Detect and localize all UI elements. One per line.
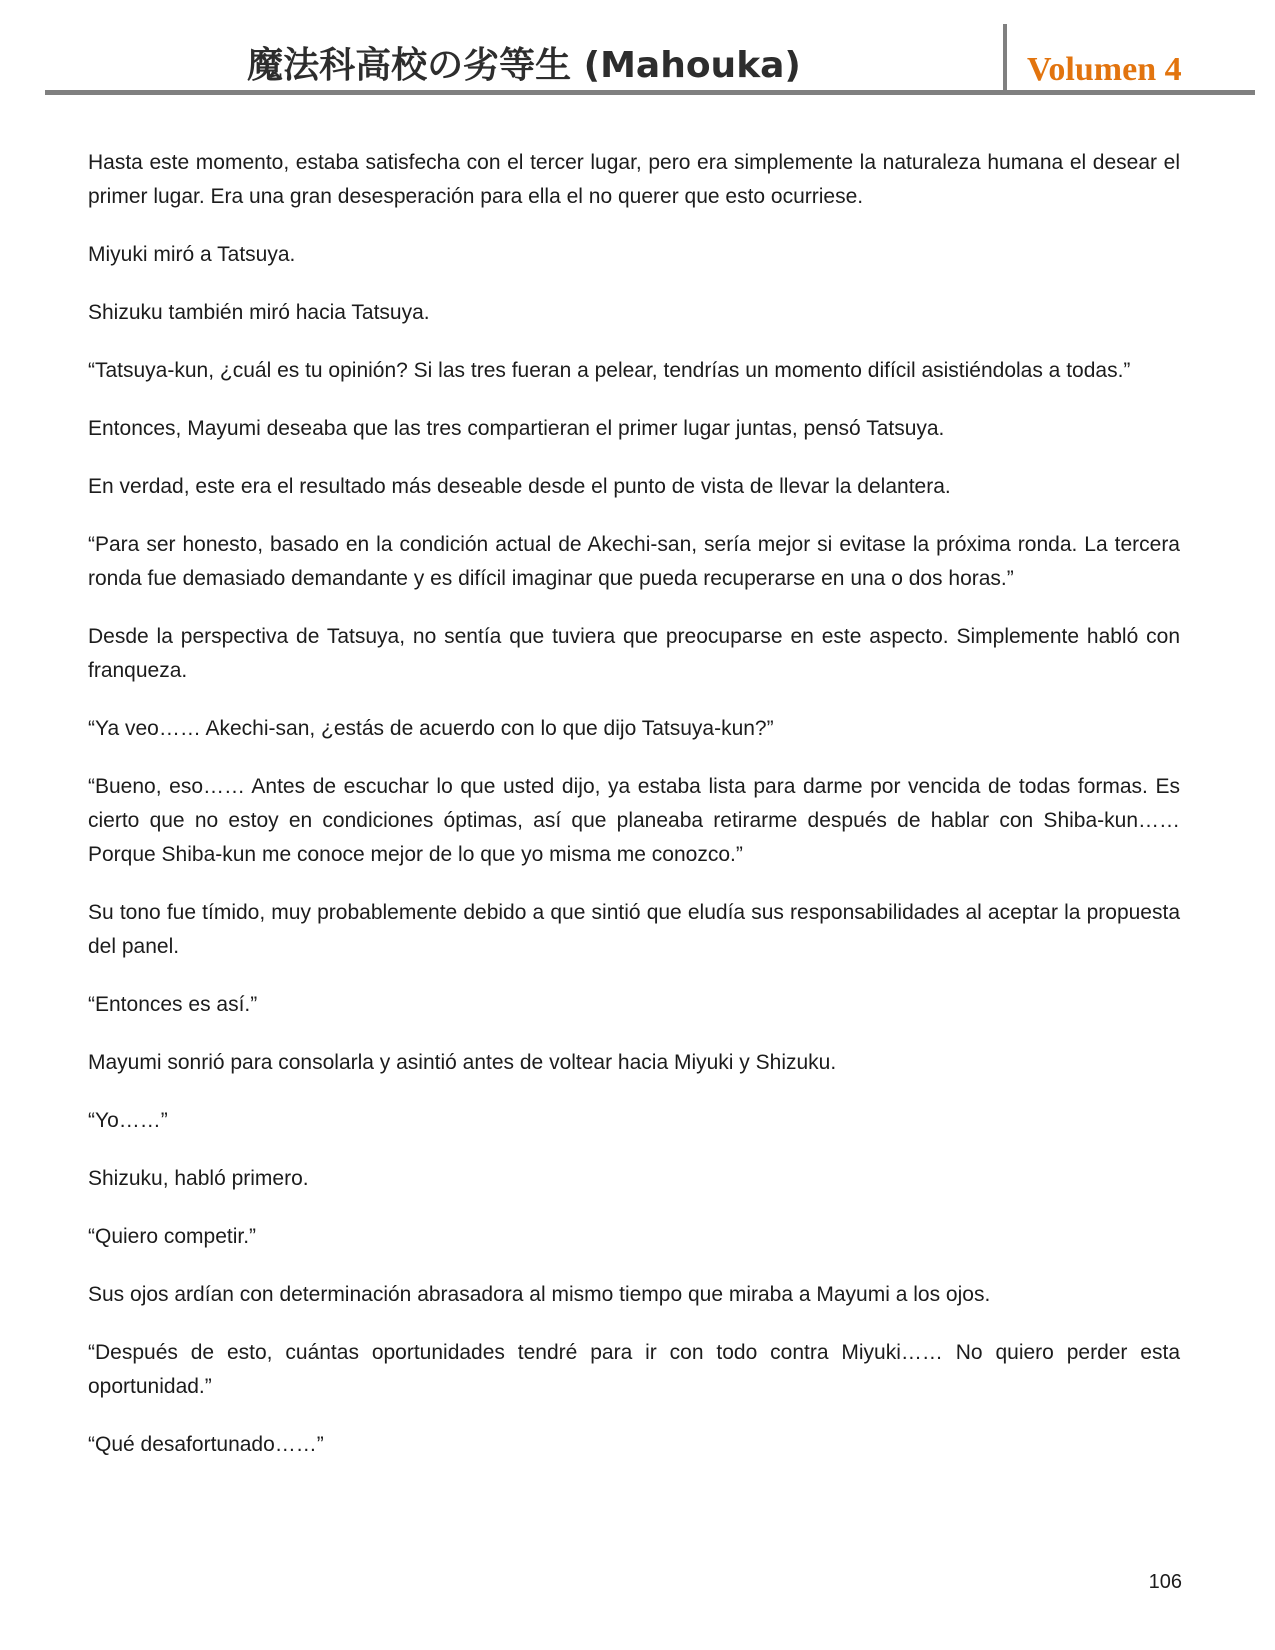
paragraph: “Para ser honesto, basado en la condición actual de Akechi-san, sería mejor si evitase la próxima ronda. La tercera ronda fue demasiado demandante y es difícil imaginar que pueda recuperarse en una o dos horas.” [88,533,1180,590]
paragraph: “Tatsuya-kun, ¿cuál es tu opinión? Si las tres fueran a pelear, tendrías un momento difícil asistiéndolas a todas.” [88,359,1131,382]
paragraph: Hasta este momento, estaba satisfecha con el tercer lugar, pero era simplemente la naturaleza humana el desear el primer lugar. Era una gran desesperación para ella el no querer que esto ocurriese. [88,151,1180,208]
paragraph: Miyuki miró a Tatsuya. [88,243,296,266]
paragraph: Su tono fue tímido, muy probablemente debido a que sintió que eludía sus responsabilidades al aceptar la propuesta del panel. [88,901,1180,958]
page-number: 106 [1148,1571,1182,1593]
paragraph: “Ya veo…… Akechi-san, ¿estás de acuerdo con lo que dijo Tatsuya-kun?” [88,717,774,740]
paragraph: “Yo……” [88,1109,168,1132]
paragraph: “Quiero competir.” [88,1225,257,1248]
paragraph: Entonces, Mayumi deseaba que las tres compartieran el primer lugar juntas, pensó Tatsuya. [88,417,945,440]
paragraph: Shizuku, habló primero. [88,1167,309,1190]
volume-label: Volumen 4 [1027,51,1182,88]
paragraph: Shizuku también miró hacia Tatsuya. [88,301,430,324]
paragraph: En verdad, este era el resultado más deseable desde el punto de vista de llevar la delantera. [88,475,951,498]
paragraph: “Qué desafortunado……” [88,1433,324,1456]
body-text [88,146,1180,1486]
paragraph: “Después de esto, cuántas oportunidades tendré para ir con todo contra Miyuki…… No quiero perder esta oportunidad.” [88,1341,1180,1398]
paragraph: “Bueno, eso…… Antes de escuchar lo que usted dijo, ya estaba lista para darme por vencida de todas formas. Es cierto que no estoy en condiciones óptimas, así que planeaba retirarme después de hablar con Shiba-kun…… Porque Shiba-kun me conoce mejor de lo que yo misma me conozco.” [88,775,1180,866]
page-header [45,24,1255,90]
header-rule [45,90,1255,95]
volume-cell [1003,24,1255,90]
page-title: 魔法科高校の劣等生 (Mahouka) [247,45,801,86]
paragraph: Desde la perspectiva de Tatsuya, no sentía que tuviera que preocuparse en este aspecto. Simplemente habló con franqueza. [88,625,1180,682]
paragraph: “Entonces es así.” [88,993,258,1016]
paragraph: Mayumi sonrió para consolarla y asintió antes de voltear hacia Miyuki y Shizuku. [88,1051,837,1074]
paragraph: Sus ojos ardían con determinación abrasadora al mismo tiempo que miraba a Mayumi a los ojos. [88,1283,991,1306]
